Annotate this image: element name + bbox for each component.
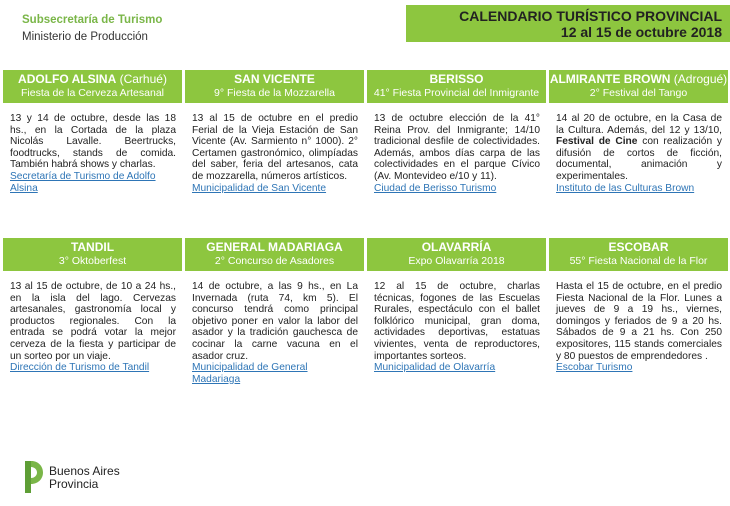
event-header — [3, 238, 182, 271]
city-sub: (Adrogué) — [670, 72, 728, 86]
event-link[interactable]: Municipalidad de Olavarría — [374, 362, 496, 374]
event-body — [3, 103, 182, 194]
event-title: Fiesta de la Cerveza Artesanal — [21, 87, 164, 99]
event-header — [185, 70, 364, 103]
event-description: 13 al 15 de octubre en el predio Ferial de la Vieja Estación de San Vicente (Av. Sarmiento n° 1000). 2° Certamen gastronómico, olimpíadas del saber, feria del artesanos, cata de mozzarella, números artísticos. — [192, 113, 358, 182]
event-description: Hasta el 15 de octubre, en el predio Fiesta Nacional de la Flor. Lunes a jueves de 9 a 19 hs., viernes, domingos y feriados de 9 a 20 hs. Sábados de 9 a 21 hs. Con 250 expositores, 115 stands comerciales y 80 puestos de emprendedores . — [556, 281, 722, 362]
event-description: 13 al 15 de octubre, de 10 a 24 hs., en la isla del lago. Cervezas artesanales, gastronomía local y productos regionales. Con la entrada se podrá votar la mejor cerveza de la fiesta y participar de un sorteo por un viaje. — [10, 281, 176, 362]
event-description: 12 al 15 de octubre, charlas técnicas, fogones de las Escuelas Rurales, espectáculo con el ballet folklórico municipal, gran doma, actividades deportivas, estatuas vivientes, venta de reproductores, importantes sorteos. — [374, 281, 540, 362]
event-card-olavarria — [367, 238, 546, 374]
city-name: GENERAL MADARIAGA — [206, 240, 343, 254]
buenos-aires-logo — [22, 460, 132, 500]
province-mark-icon — [22, 460, 44, 494]
event-header — [549, 70, 728, 103]
festival-highlight: Festival de Cine — [556, 136, 638, 148]
event-description: 14 de octubre, a las 9 hs., en La Invernada (ruta 74, km 5). El concurso tendrá como principal objetivo poner en valor la labor del asador y la tradición gauchesca de cocinar la carne vacuna en el asador cruz. — [192, 281, 358, 362]
event-link[interactable]: Dirección de Turismo de Tandil — [10, 362, 150, 374]
event-link[interactable]: Instituto de las Culturas Brown — [556, 182, 695, 194]
event-header — [549, 238, 728, 271]
city-sub: (Carhué) — [116, 72, 167, 86]
city-name: TANDIL — [70, 240, 115, 254]
event-title: 55° Fiesta Nacional de la Flor — [569, 255, 708, 267]
event-card-general-madariaga — [185, 238, 364, 385]
event-link[interactable]: Ciudad de Berisso Turismo — [374, 182, 497, 194]
city-name: ALMIRANTE BROWN — [549, 72, 671, 86]
city-name: BERISSO — [429, 72, 484, 86]
event-description: 13 y 14 de octubre, desde las 18 hs., en la Cortada de la plaza Nicolás Lavalle. Beertrucks, foodtrucks, stands de comida. También habrá shows y charlas. — [10, 113, 176, 171]
event-title: 2° Concurso de Asadores — [214, 255, 335, 267]
event-description: 14 al 20 de octubre, en la Casa de la Cultura. Además, del 12 y 13/10, Festival de Cine con realización y difusión de cortos de ficción, documental, animación y experimentales. — [556, 113, 722, 182]
title-banner — [406, 5, 730, 42]
event-link[interactable]: Municipalidad de San Vicente — [192, 182, 327, 194]
city-name: SAN VICENTE — [234, 72, 315, 86]
date-range: 12 al 15 de octubre 2018 — [560, 24, 722, 40]
logo-line2: Provincia — [49, 477, 99, 491]
event-card-tandil — [3, 238, 182, 374]
event-title: 2° Festival del Tango — [589, 87, 688, 99]
city-name: ADOLFO ALSINA — [18, 72, 117, 86]
event-link[interactable]: Municipalidad de General Madariaga — [192, 362, 308, 385]
event-header — [185, 238, 364, 271]
event-title: 9° Fiesta de la Mozzarella — [214, 87, 335, 99]
event-link[interactable]: Secretaría de Turismo de Adolfo Alsina — [10, 170, 156, 194]
event-body — [549, 103, 728, 194]
event-card-berisso — [367, 70, 546, 194]
subsecretaria-label: Subsecretaría de Turismo — [22, 14, 163, 26]
page-title: CALENDARIO TURÍSTICO PROVINCIAL — [459, 8, 722, 24]
event-header — [3, 70, 182, 103]
event-title: Expo Olavarría 2018 — [408, 255, 505, 267]
event-description: 13 de octubre elección de la 41° Reina Prov. del Inmigrante; 14/10 tradicional desfile de colectividades. Además, ambos días carpa de las colectividades en el parque Cívico (Av. Montevideo e/10 y 11). — [374, 113, 540, 182]
event-card-adolfo-alsina — [3, 70, 182, 194]
event-body — [549, 271, 728, 374]
logo-line1: Buenos Aires — [49, 464, 120, 478]
event-body — [185, 271, 364, 385]
event-header — [367, 70, 546, 103]
event-card-escobar — [549, 238, 728, 374]
event-body — [367, 271, 546, 374]
event-title: 41° Fiesta Provincial del Inmigrante — [373, 87, 540, 99]
event-header — [367, 238, 546, 271]
event-card-san-vicente — [185, 70, 364, 194]
city-name: ESCOBAR — [608, 240, 669, 254]
event-body — [185, 103, 364, 194]
event-title: 3° Oktoberfest — [58, 255, 127, 267]
ministerio-label: Ministerio de Producción — [22, 31, 148, 43]
event-link[interactable]: Escobar Turismo — [556, 362, 633, 374]
city-name: OLAVARRÍA — [421, 240, 492, 254]
event-body — [367, 103, 546, 194]
organization-header — [22, 12, 162, 46]
event-card-almirante-brown — [549, 70, 728, 194]
event-body — [3, 271, 182, 374]
